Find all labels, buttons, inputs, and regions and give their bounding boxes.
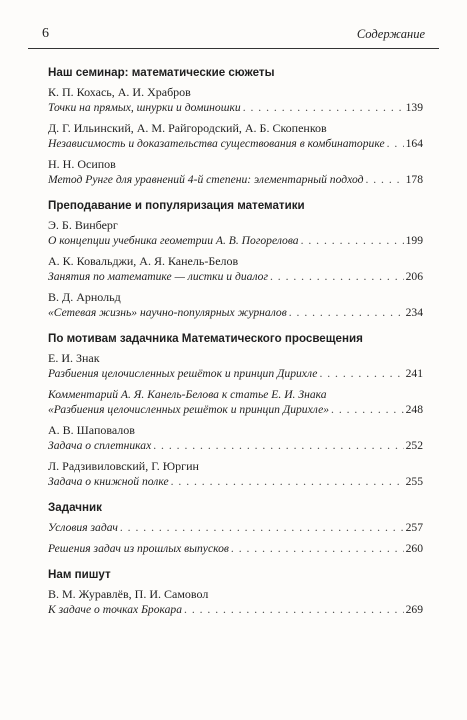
dot-leader bbox=[387, 136, 404, 151]
entry-authors: В. М. Журавлёв, П. И. Самовол bbox=[48, 587, 209, 601]
toc-entry[interactable] bbox=[48, 423, 423, 453]
entry-title-line bbox=[48, 474, 423, 489]
table-of-contents bbox=[48, 66, 423, 629]
dot-leader bbox=[243, 100, 404, 115]
entry-title: Решения задач из прошлых выпусков bbox=[48, 542, 229, 555]
toc-entry[interactable] bbox=[48, 387, 423, 417]
entry-title-line bbox=[48, 305, 423, 320]
entry-authors: Н. Н. Осипов bbox=[48, 157, 116, 171]
entry-title-line bbox=[48, 402, 423, 417]
toc-section bbox=[48, 66, 423, 187]
entry-title-line bbox=[48, 438, 423, 453]
toc-section bbox=[48, 501, 423, 556]
entry-page: 241 bbox=[405, 367, 423, 380]
page-number: 6 bbox=[42, 26, 49, 41]
entry-page: 255 bbox=[405, 475, 423, 488]
entry-title: Занятия по математике — листки и диалог bbox=[48, 270, 268, 283]
toc-section bbox=[48, 332, 423, 489]
entry-page: 248 bbox=[405, 403, 423, 416]
entry-title: О концепции учебника геометрии А. В. Погорелова bbox=[48, 234, 299, 247]
entry-title: Разбиения целочисленных решёток и принцип Дирихле bbox=[48, 367, 318, 380]
entry-authors: А. К. Ковальджи, А. Я. Канель-Белов bbox=[48, 254, 239, 268]
toc-section bbox=[48, 568, 423, 617]
entry-authors: Л. Радзивиловский, Г. Юргин bbox=[48, 459, 199, 473]
entry-title-line bbox=[48, 602, 423, 617]
entry-page: 269 bbox=[405, 603, 423, 616]
entry-title-line bbox=[48, 541, 423, 556]
dot-leader bbox=[319, 366, 403, 381]
entry-title: «Разбиения целочисленных решёток и принцип Дирихле» bbox=[48, 403, 330, 416]
dot-leader bbox=[289, 305, 404, 320]
toc-entry[interactable] bbox=[48, 351, 423, 381]
toc-entry[interactable] bbox=[48, 254, 423, 284]
toc-section bbox=[48, 199, 423, 320]
dot-leader bbox=[171, 474, 404, 489]
section-title: Нам пишут bbox=[48, 568, 111, 581]
entry-page: 199 bbox=[405, 234, 423, 247]
entry-authors: Д. Г. Ильинский, А. М. Райгородский, А. Б. Скопенков bbox=[48, 121, 327, 135]
entry-authors: К. П. Кохась, А. И. Храбров bbox=[48, 85, 191, 99]
dot-leader bbox=[153, 438, 403, 453]
entry-title-line bbox=[48, 100, 423, 115]
entry-title-line bbox=[48, 136, 423, 151]
toc-entry[interactable] bbox=[48, 587, 423, 617]
toc-entry[interactable] bbox=[48, 520, 423, 535]
toc-entry[interactable] bbox=[48, 85, 423, 115]
header-divider bbox=[28, 48, 439, 49]
entry-page: 206 bbox=[405, 270, 423, 283]
dot-leader bbox=[301, 233, 404, 248]
entry-page: 260 bbox=[405, 542, 423, 555]
entry-page: 257 bbox=[405, 521, 423, 534]
dot-leader bbox=[184, 602, 404, 617]
section-title: По мотивам задачника Математического просвещения bbox=[48, 332, 363, 345]
toc-entry[interactable] bbox=[48, 290, 423, 320]
entry-pre-title: Комментарий А. Я. Канель-Белова к статье Е. И. Знака bbox=[48, 388, 327, 401]
entry-page: 178 bbox=[405, 173, 423, 186]
entry-page: 164 bbox=[405, 137, 423, 150]
entry-title: Условия задач bbox=[48, 521, 118, 534]
entry-authors: В. Д. Арнольд bbox=[48, 290, 121, 304]
dot-leader bbox=[365, 172, 403, 187]
entry-authors: А. В. Шаповалов bbox=[48, 423, 135, 437]
entry-title: К задаче о точках Брокара bbox=[48, 603, 183, 616]
entry-title: «Сетевая жизнь» научно-популярных журналов bbox=[48, 306, 287, 319]
section-title: Задачник bbox=[48, 501, 102, 514]
toc-entry[interactable] bbox=[48, 541, 423, 556]
section-title: Преподавание и популяризация математики bbox=[48, 199, 305, 212]
entry-page: 139 bbox=[405, 101, 423, 114]
entry-title: Метод Рунге для уравнений 4-й степени: элементарный подход bbox=[48, 173, 364, 186]
entry-title: Точки на прямых, шнурки и доминошки bbox=[48, 101, 241, 114]
entry-title: Задача о сплетниках bbox=[48, 439, 152, 452]
entry-page: 252 bbox=[405, 439, 423, 452]
entry-title-line bbox=[48, 366, 423, 381]
entry-page: 234 bbox=[405, 306, 423, 319]
entry-title-line bbox=[48, 233, 423, 248]
running-title: Содержание bbox=[356, 27, 425, 41]
entry-title-line bbox=[48, 172, 423, 187]
entry-title: Независимость и доказательства существования в комбинаторике bbox=[48, 137, 385, 150]
dot-leader bbox=[331, 402, 404, 417]
entry-title: Задача о книжной полке bbox=[48, 475, 169, 488]
toc-entry[interactable] bbox=[48, 459, 423, 489]
dot-leader bbox=[270, 269, 404, 284]
entry-title-line bbox=[48, 269, 423, 284]
entry-title-line bbox=[48, 520, 423, 535]
toc-entry[interactable] bbox=[48, 121, 423, 151]
entry-authors: Е. И. Знак bbox=[48, 351, 100, 365]
toc-entry[interactable] bbox=[48, 218, 423, 248]
dot-leader bbox=[120, 520, 404, 535]
dot-leader bbox=[231, 541, 404, 556]
page-header bbox=[28, 26, 439, 50]
entry-authors: Э. Б. Винберг bbox=[48, 218, 118, 232]
toc-entry[interactable] bbox=[48, 157, 423, 187]
section-title: Наш семинар: математические сюжеты bbox=[48, 66, 275, 79]
